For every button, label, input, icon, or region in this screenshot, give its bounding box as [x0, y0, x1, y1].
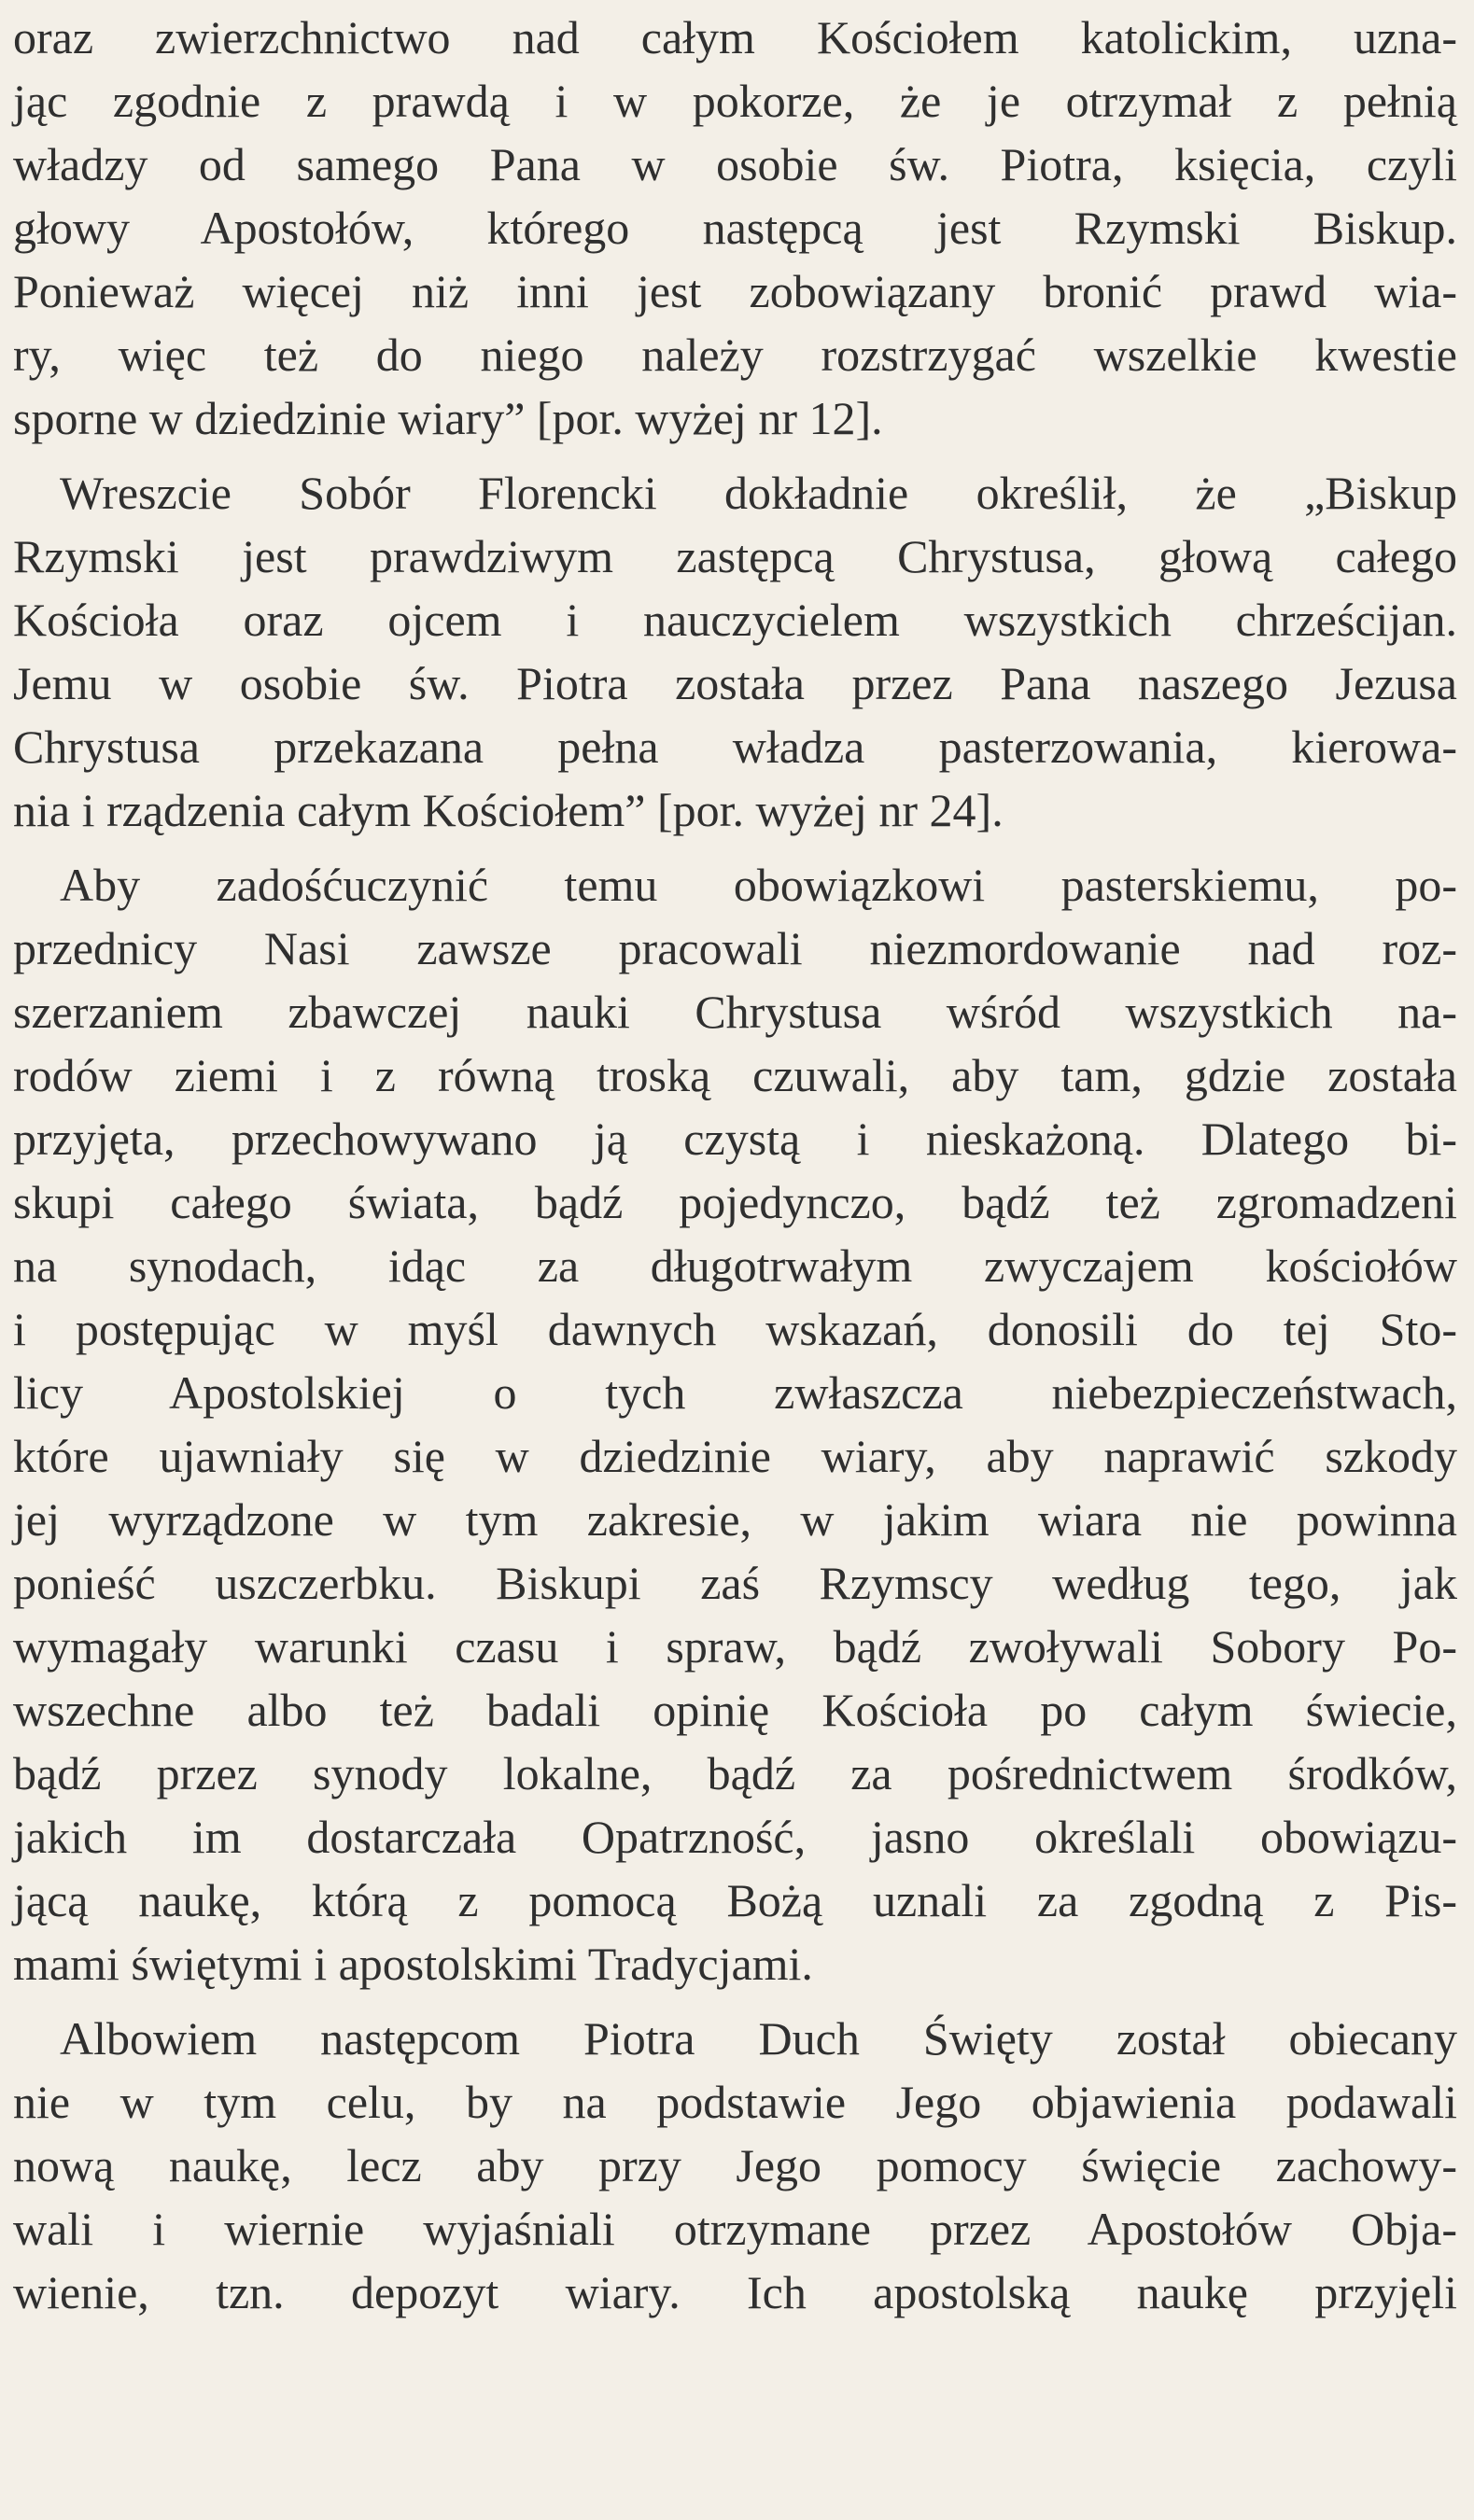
- text-line: Albowiem następcom Piotra Duch Święty został obiecany: [60, 2012, 1457, 2065]
- text-line: przyjęta, przechowywano ją czystą i nieskażoną. Dlatego bi-: [13, 1113, 1457, 1165]
- paragraph-4: [13, 2007, 1457, 2324]
- text-line: Wreszcie Sobór Florencki dokładnie określił, że „Biskup: [60, 467, 1457, 519]
- paragraph-2: [13, 461, 1457, 842]
- text-line: sporne w dziedzinie wiary” [por. wyżej nr 12].: [13, 392, 883, 444]
- text-line: na synodach, idąc za długotrwałym zwyczajem kościołów: [13, 1239, 1457, 1292]
- text-line: jej wyrządzone w tym zakresie, w jakim wiara nie powinna: [13, 1493, 1457, 1546]
- text-line: władzy od samego Pana w osobie św. Piotra, księcia, czyli: [13, 138, 1457, 190]
- text-line: Rzymski jest prawdziwym zastępcą Chrystusa, głową całego: [13, 530, 1457, 582]
- text-line: oraz zwierzchnictwo nad całym Kościołem katolickim, uzna-: [13, 11, 1457, 63]
- text-line: nie w tym celu, by na podstawie Jego objawienia podawali: [13, 2076, 1457, 2128]
- text-line: i postępując w myśl dawnych wskazań, donosili do tej Sto-: [13, 1303, 1457, 1355]
- text-line: które ujawniały się w dziedzinie wiary, aby naprawić szkody: [13, 1430, 1457, 1482]
- text-line: wali i wiernie wyjaśniali otrzymane przez Apostołów Obja-: [13, 2203, 1457, 2255]
- text-line: głowy Apostołów, którego następcą jest Rzymski Biskup.: [13, 202, 1457, 254]
- text-line: jącą naukę, którą z pomocą Bożą uznali za zgodną z Pis-: [13, 1874, 1457, 1926]
- text-line: jąc zgodnie z prawdą i w pokorze, że je otrzymał z pełnią: [13, 75, 1457, 127]
- text-line: skupi całego świata, bądź pojedynczo, bądź też zgromadzeni: [13, 1176, 1457, 1228]
- text-line: wymagały warunki czasu i spraw, bądź zwoływali Sobory Po-: [13, 1620, 1457, 1673]
- text-line: jakich im dostarczała Opatrzność, jasno określali obowiązu-: [13, 1811, 1457, 1863]
- text-line: Kościoła oraz ojcem i nauczycielem wszystkich chrześcijan.: [13, 594, 1457, 646]
- text-line: przednicy Nasi zawsze pracowali niezmordowanie nad roz-: [13, 922, 1457, 974]
- text-line: rodów ziemi i z równą troską czuwali, aby tam, gdzie została: [13, 1049, 1457, 1101]
- paragraph-1: [13, 6, 1457, 450]
- text-line: Ponieważ więcej niż inni jest zobowiązany bronić prawd wia-: [13, 265, 1457, 317]
- text-line: szerzaniem zbawczej nauki Chrystusa wśród wszystkich na-: [13, 986, 1457, 1038]
- text-line: Aby zadośćuczynić temu obowiązkowi pasterskiemu, po-: [60, 859, 1457, 911]
- text-line: licy Apostolskiej o tych zwłaszcza niebezpieczeństwach,: [13, 1366, 1457, 1419]
- text-line: ry, więc też do niego należy rozstrzygać wszelkie kwestie: [13, 329, 1457, 381]
- text-line: Jemu w osobie św. Piotra została przez Pana naszego Jezusa: [13, 657, 1457, 709]
- text-line: wszechne albo też badali opinię Kościoła po całym świecie,: [13, 1684, 1457, 1736]
- paragraph-3: [13, 853, 1457, 1995]
- text-line: mami świętymi i apostolskimi Tradycjami.: [13, 1938, 813, 1990]
- text-line: ponieść uszczerbku. Biskupi zaś Rzymscy według tego, jak: [13, 1557, 1457, 1609]
- text-line: Chrystusa przekazana pełna władza pasterzowania, kierowa-: [13, 721, 1457, 773]
- text-line: nia i rządzenia całym Kościołem” [por. wyżej nr 24].: [13, 784, 1004, 836]
- text-line: wienie, tzn. depozyt wiary. Ich apostolską naukę przyjęli: [13, 2266, 1457, 2318]
- text-line: nową naukę, lecz aby przy Jego pomocy święcie zachowy-: [13, 2139, 1457, 2191]
- text-line: bądź przez synody lokalne, bądź za pośrednictwem środków,: [13, 1747, 1457, 1799]
